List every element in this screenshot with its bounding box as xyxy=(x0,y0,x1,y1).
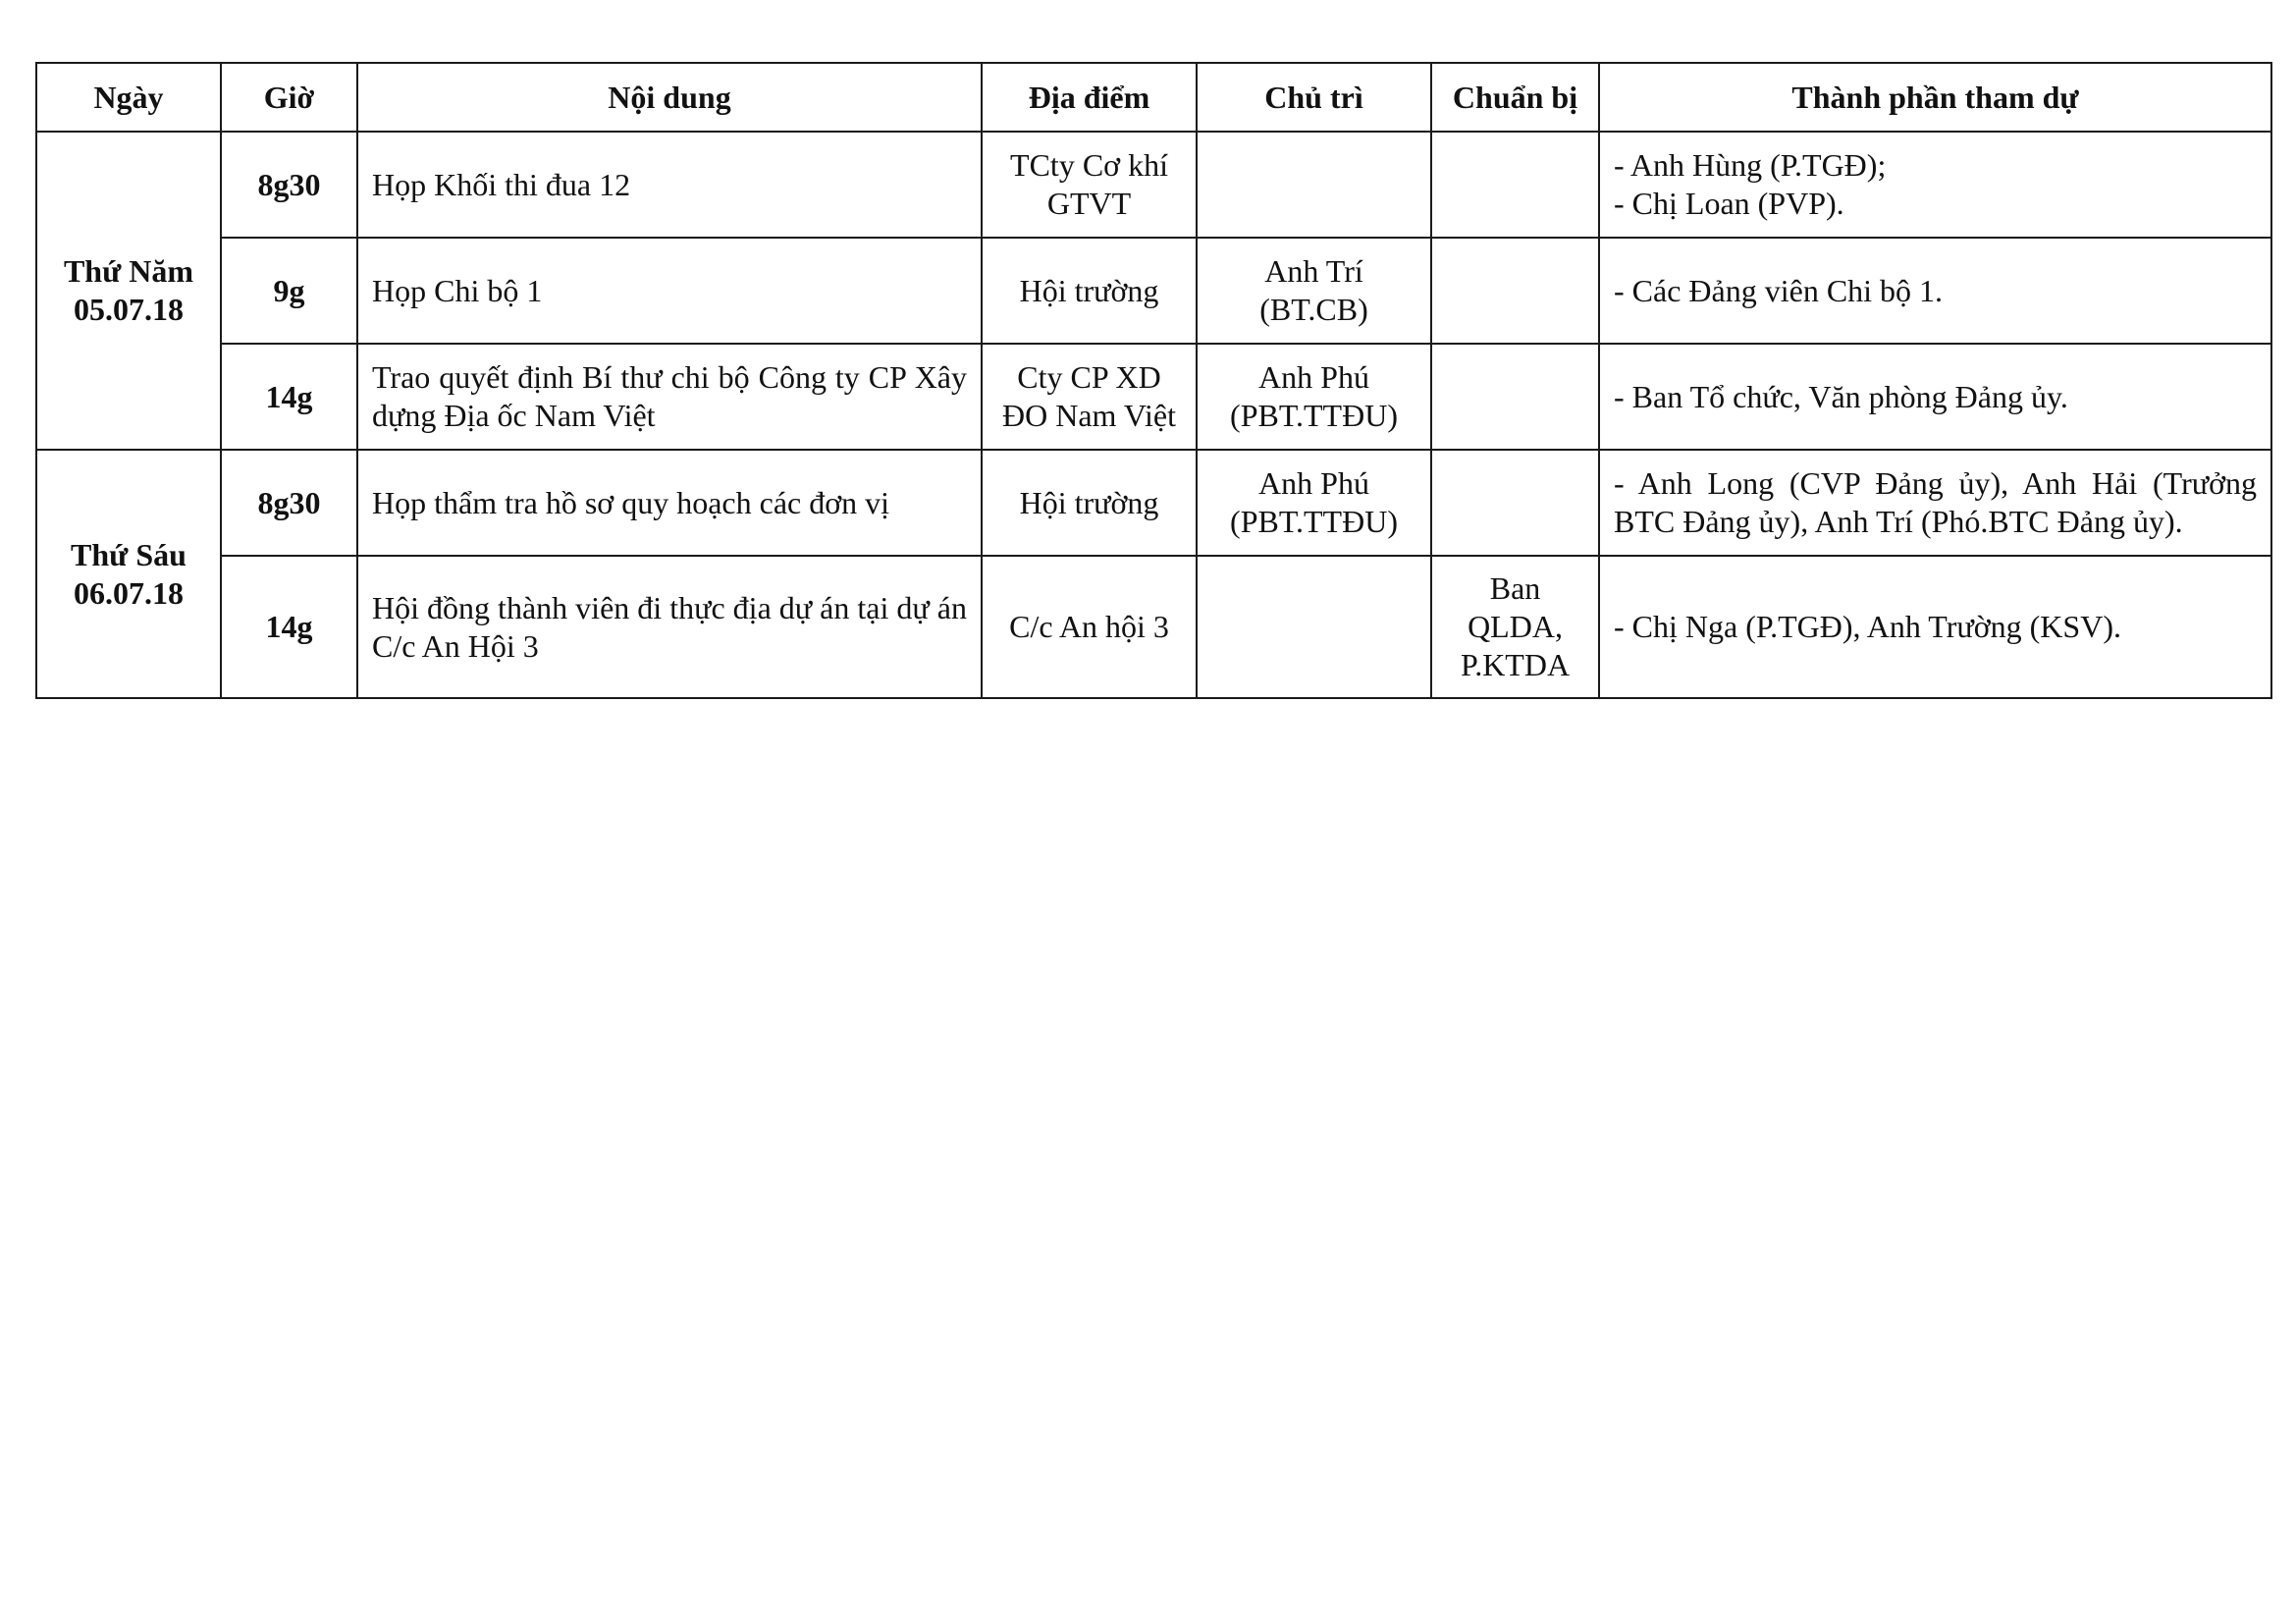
time-cell: 8g30 xyxy=(221,132,357,238)
header-thanh-phan: Thành phần tham dự xyxy=(1599,63,2271,132)
chair-line: Anh Phú xyxy=(1258,359,1369,395)
location-cell xyxy=(982,450,1197,556)
prepare-line: P.KTDA xyxy=(1460,647,1571,682)
chair-line: Anh Trí xyxy=(1264,253,1363,289)
location-cell xyxy=(982,556,1197,698)
prepare-cell xyxy=(1431,344,1599,450)
chair-cell xyxy=(1197,556,1431,698)
table-row xyxy=(36,132,2271,238)
attendees-cell xyxy=(1599,132,2271,238)
prepare-line: Ban xyxy=(1489,570,1541,606)
chair-cell xyxy=(1197,238,1431,344)
time-cell: 14g xyxy=(221,556,357,698)
table-row xyxy=(36,238,2271,344)
table-row xyxy=(36,556,2271,698)
prepare-cell xyxy=(1431,450,1599,556)
chair-cell xyxy=(1197,450,1431,556)
header-chu-tri: Chủ trì xyxy=(1197,63,1431,132)
location-cell xyxy=(982,238,1197,344)
table-header xyxy=(36,63,2271,132)
attendees-cell xyxy=(1599,238,2271,344)
day-date: 05.07.18 xyxy=(74,292,184,327)
time-cell: 8g30 xyxy=(221,450,357,556)
time-cell: 14g xyxy=(221,344,357,450)
prepare-cell xyxy=(1431,238,1599,344)
chair-cell xyxy=(1197,344,1431,450)
attendee-line: - Ban Tổ chức, Văn phòng Đảng ủy. xyxy=(1614,378,2068,414)
location-line: C/c An hội 3 xyxy=(1009,609,1169,644)
content-cell: Hội đồng thành viên đi thực địa dự án tại dự án C/c An Hội 3 xyxy=(357,556,982,698)
attendee-line: - Chị Loan (PVP). xyxy=(1614,186,1844,221)
day-cell xyxy=(36,450,221,698)
chair-cell xyxy=(1197,132,1431,238)
schedule-table xyxy=(35,62,2272,699)
attendees-cell xyxy=(1599,344,2271,450)
table-row xyxy=(36,450,2271,556)
content-cell: Họp thẩm tra hồ sơ quy hoạch các đơn vị xyxy=(357,450,982,556)
content-cell: Họp Chi bộ 1 xyxy=(357,238,982,344)
attendee-line: - Chị Nga (P.TGĐ), Anh Trường (KSV). xyxy=(1614,609,2121,644)
content-cell: Trao quyết định Bí thư chi bộ Công ty CP Xây dựng Địa ốc Nam Việt xyxy=(357,344,982,450)
header-ngay: Ngày xyxy=(36,63,221,132)
location-line: GTVT xyxy=(1046,186,1132,221)
attendees-cell xyxy=(1599,556,2271,698)
location-line: Hội trường xyxy=(1019,484,1159,520)
chair-line: (BT.CB) xyxy=(1259,292,1368,327)
chair-line: (PBT.TTĐU) xyxy=(1230,398,1398,433)
day-weekday: Thứ Năm xyxy=(63,253,194,289)
prepare-line: QLDA, xyxy=(1468,609,1563,644)
attendee-line: - Anh Hùng (P.TGĐ); xyxy=(1614,147,1887,183)
location-cell xyxy=(982,344,1197,450)
location-line: Cty CP XD xyxy=(1017,359,1161,395)
day-cell xyxy=(36,132,221,450)
day-weekday: Thứ Sáu xyxy=(71,536,187,572)
day-date: 06.07.18 xyxy=(74,574,184,611)
attendee-line: - Các Đảng viên Chi bộ 1. xyxy=(1614,272,1944,308)
header-chuan-bi: Chuẩn bị xyxy=(1431,63,1599,132)
prepare-cell xyxy=(1431,556,1599,698)
chair-line: Anh Phú xyxy=(1258,465,1369,501)
table-body xyxy=(36,132,2271,698)
location-line: Hội trường xyxy=(1019,272,1159,308)
chair-line: (PBT.TTĐU) xyxy=(1230,504,1398,539)
location-line: TCty Cơ khí xyxy=(1010,147,1168,183)
location-line: ĐO Nam Việt xyxy=(1001,398,1176,433)
prepare-cell xyxy=(1431,132,1599,238)
content-cell: Họp Khối thi đua 12 xyxy=(357,132,982,238)
header-noi-dung: Nội dung xyxy=(357,63,982,132)
header-dia-diem: Địa điểm xyxy=(982,63,1197,132)
time-cell: 9g xyxy=(221,238,357,344)
table-row xyxy=(36,344,2271,450)
header-gio: Giờ xyxy=(221,63,357,132)
attendees-cell: - Anh Long (CVP Đảng ủy), Anh Hải (Trưởng BTC Đảng ủy), Anh Trí (Phó.BTC Đảng ủy). xyxy=(1599,450,2271,556)
location-cell xyxy=(982,132,1197,238)
header-row xyxy=(36,63,2271,132)
